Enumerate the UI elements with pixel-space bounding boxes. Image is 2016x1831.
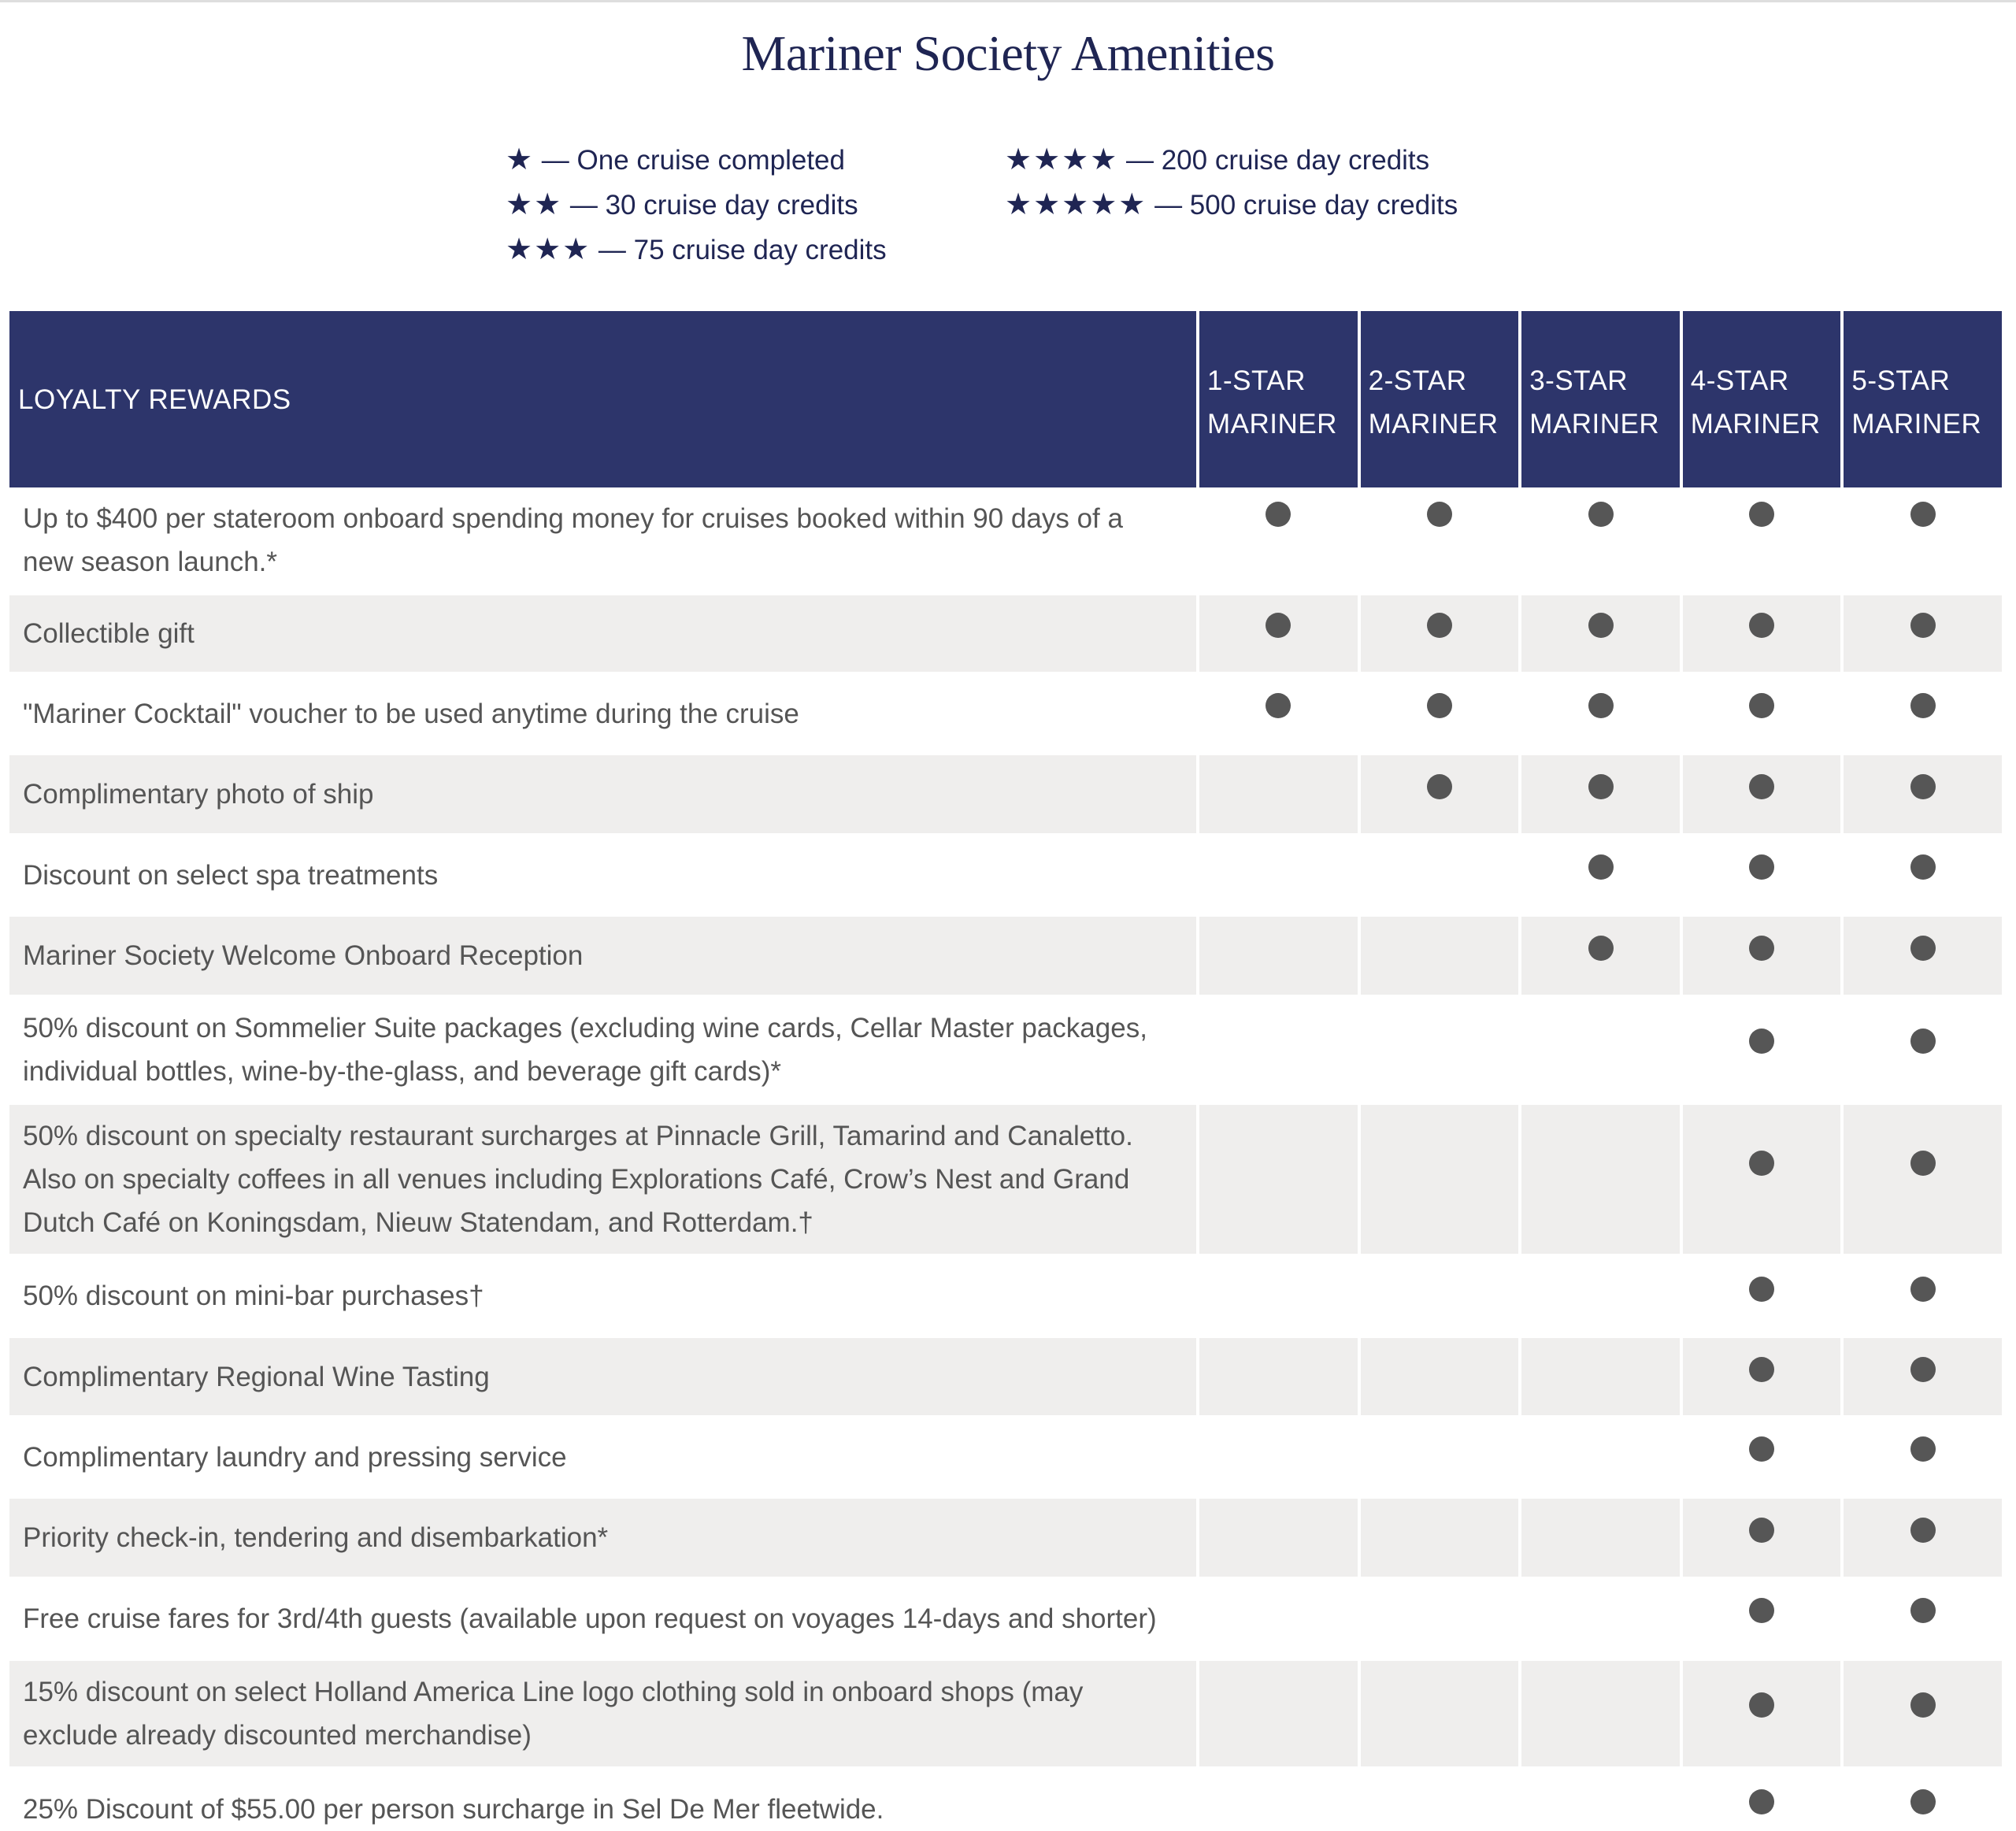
star-icon: ★★★★★ [1005, 188, 1147, 221]
tier-4-cell [1680, 595, 1841, 674]
included-dot-icon [1910, 1029, 1936, 1054]
included-dot-icon [1910, 1598, 1936, 1623]
header-loyalty-rewards: LOYALTY REWARDS [9, 311, 1196, 487]
tier-2-cell [1358, 1769, 1519, 1831]
tier-1-cell [1196, 1499, 1358, 1579]
legend-item [1005, 183, 1458, 228]
tier-4-cell [1680, 674, 1841, 755]
included-dot-icon [1910, 1692, 1936, 1718]
tier-1-cell [1196, 674, 1358, 755]
tier-2-cell [1358, 836, 1519, 917]
tier-3-cell [1518, 487, 1680, 595]
tier-4-cell [1680, 1256, 1841, 1338]
tier-1-cell [1196, 1105, 1358, 1256]
table-row [9, 997, 2002, 1105]
tier-5-cell [1840, 595, 2002, 674]
tier-5-cell [1840, 674, 2002, 755]
tier-3-cell [1518, 997, 1680, 1105]
legend-label: — 500 cruise day credits [1147, 190, 1458, 221]
tier-5-cell [1840, 917, 2002, 997]
tier-2-cell [1358, 1256, 1519, 1338]
reward-description: "Mariner Cocktail" voucher to be used anytime during the cruise [9, 674, 1196, 755]
tier-3-cell [1518, 1579, 1680, 1661]
included-dot-icon [1749, 1029, 1774, 1054]
table-row [9, 1769, 2002, 1831]
tier-4-cell [1680, 1661, 1841, 1769]
legend-item [506, 138, 887, 183]
reward-description: Priority check-in, tendering and disembarkation* [9, 1499, 1196, 1579]
included-dot-icon [1427, 693, 1452, 718]
tier-1-cell [1196, 917, 1358, 997]
tier-4-cell [1680, 1418, 1841, 1499]
legend-left [506, 138, 887, 272]
reward-description: 15% discount on select Holland America Line logo clothing sold in onboard shops (may exclude already discounted merchandise) [9, 1661, 1196, 1769]
table-header-row [9, 311, 2002, 487]
tier-2-cell [1358, 755, 1519, 836]
star-icon: ★ [506, 143, 535, 176]
included-dot-icon [1749, 1789, 1774, 1814]
table-row [9, 487, 2002, 595]
tier-3-cell [1518, 674, 1680, 755]
reward-description: Up to $400 per stateroom onboard spending money for cruises booked within 90 days of a new season launch.* [9, 487, 1196, 595]
header-tier-4: 4-STAR MARINER [1680, 311, 1841, 487]
header-tier-5: 5-STAR MARINER [1840, 311, 2002, 487]
reward-description: Discount on select spa treatments [9, 836, 1196, 917]
tier-3-cell [1518, 1418, 1680, 1499]
tier-4-cell [1680, 836, 1841, 917]
tier-5-cell [1840, 1769, 2002, 1831]
table-row [9, 1499, 2002, 1579]
reward-description: Complimentary photo of ship [9, 755, 1196, 836]
tier-3-cell [1518, 1338, 1680, 1418]
included-dot-icon [1749, 1692, 1774, 1718]
tier-4-cell [1680, 1499, 1841, 1579]
tier-1-cell [1196, 595, 1358, 674]
reward-description: Free cruise fares for 3rd/4th guests (available upon request on voyages 14-days and shorter) [9, 1579, 1196, 1661]
tier-4-cell [1680, 755, 1841, 836]
included-dot-icon [1749, 1518, 1774, 1543]
legend-item [506, 228, 887, 272]
table-row [9, 1338, 2002, 1418]
tier-1-cell [1196, 1338, 1358, 1418]
included-dot-icon [1427, 502, 1452, 527]
legend-label: — One cruise completed [534, 145, 845, 176]
reward-description: Complimentary laundry and pressing service [9, 1418, 1196, 1499]
tier-5-cell [1840, 1499, 2002, 1579]
tier-3-cell [1518, 595, 1680, 674]
tier-5-cell [1840, 1105, 2002, 1256]
header-tier-3: 3-STAR MARINER [1518, 311, 1680, 487]
included-dot-icon [1749, 854, 1774, 880]
star-icon: ★★★ [506, 233, 591, 266]
tier-2-cell [1358, 917, 1519, 997]
included-dot-icon [1910, 1151, 1936, 1176]
tier-5-cell [1840, 1418, 2002, 1499]
reward-description: Complimentary Regional Wine Tasting [9, 1338, 1196, 1418]
tier-5-cell [1840, 997, 2002, 1105]
included-dot-icon [1588, 502, 1614, 527]
tier-5-cell [1840, 1579, 2002, 1661]
included-dot-icon [1266, 613, 1291, 638]
tier-4-cell [1680, 1105, 1841, 1256]
included-dot-icon [1588, 936, 1614, 961]
tier-5-cell [1840, 1338, 2002, 1418]
tier-2-cell [1358, 1338, 1519, 1418]
tier-5-cell [1840, 1661, 2002, 1769]
header-tier-2: 2-STAR MARINER [1358, 311, 1519, 487]
included-dot-icon [1427, 613, 1452, 638]
included-dot-icon [1749, 1277, 1774, 1302]
tier-3-cell [1518, 1769, 1680, 1831]
legend-label: — 75 cruise day credits [591, 235, 887, 265]
tier-2-cell [1358, 1105, 1519, 1256]
reward-description: 50% discount on Sommelier Suite packages (excluding wine cards, Cellar Master packages, individual bottles, wine-by-the-glass, and beverage gift cards)* [9, 997, 1196, 1105]
tier-1-cell [1196, 1256, 1358, 1338]
tier-4-cell [1680, 487, 1841, 595]
tier-2-cell [1358, 1579, 1519, 1661]
table-row [9, 674, 2002, 755]
tier-1-cell [1196, 836, 1358, 917]
included-dot-icon [1910, 1277, 1936, 1302]
tier-5-cell [1840, 1256, 2002, 1338]
tier-4-cell [1680, 1769, 1841, 1831]
included-dot-icon [1266, 693, 1291, 718]
tier-5-cell [1840, 836, 2002, 917]
tier-4-cell [1680, 1338, 1841, 1418]
legend-item [1005, 138, 1458, 183]
reward-description: 25% Discount of $55.00 per person surcharge in Sel De Mer fleetwide. [9, 1769, 1196, 1831]
legend-label: — 200 cruise day credits [1118, 145, 1430, 176]
rewards-table [9, 311, 2002, 1831]
tier-3-cell [1518, 1105, 1680, 1256]
included-dot-icon [1749, 693, 1774, 718]
tier-3-cell [1518, 1661, 1680, 1769]
included-dot-icon [1588, 854, 1614, 880]
tier-1-cell [1196, 755, 1358, 836]
included-dot-icon [1910, 613, 1936, 638]
included-dot-icon [1588, 693, 1614, 718]
legend-item [506, 183, 887, 228]
tier-3-cell [1518, 917, 1680, 997]
table-row [9, 917, 2002, 997]
included-dot-icon [1749, 502, 1774, 527]
included-dot-icon [1266, 502, 1291, 527]
reward-description: 50% discount on specialty restaurant surcharges at Pinnacle Grill, Tamarind and Canaletto. Also on specialty coffees in all venues including Explorations Café, Crow’s Nest and Grand Dutch Café on Koningsdam, Nieuw Statendam, and Rotterdam.† [9, 1105, 1196, 1256]
table-row [9, 755, 2002, 836]
included-dot-icon [1749, 1357, 1774, 1382]
included-dot-icon [1910, 774, 1936, 799]
tier-1-cell [1196, 997, 1358, 1105]
tier-1-cell [1196, 1418, 1358, 1499]
included-dot-icon [1910, 693, 1936, 718]
included-dot-icon [1910, 1357, 1936, 1382]
page-title: Mariner Society Amenities [741, 25, 1275, 81]
included-dot-icon [1910, 502, 1936, 527]
included-dot-icon [1910, 1436, 1936, 1462]
tier-2-cell [1358, 487, 1519, 595]
included-dot-icon [1749, 613, 1774, 638]
tier-4-cell [1680, 917, 1841, 997]
tier-3-cell [1518, 1256, 1680, 1338]
table-row [9, 836, 2002, 917]
tier-3-cell [1518, 836, 1680, 917]
star-icon: ★★ [506, 188, 563, 221]
included-dot-icon [1910, 854, 1936, 880]
reward-description: 50% discount on mini-bar purchases† [9, 1256, 1196, 1338]
legend-right [1005, 138, 1458, 228]
header-tier-1: 1-STAR MARINER [1196, 311, 1358, 487]
table-row [9, 1579, 2002, 1661]
tier-1-cell [1196, 1579, 1358, 1661]
tier-5-cell [1840, 755, 2002, 836]
included-dot-icon [1749, 1598, 1774, 1623]
tier-3-cell [1518, 755, 1680, 836]
included-dot-icon [1910, 1518, 1936, 1543]
tier-2-cell [1358, 674, 1519, 755]
tier-2-cell [1358, 1418, 1519, 1499]
included-dot-icon [1749, 1436, 1774, 1462]
included-dot-icon [1749, 936, 1774, 961]
tier-2-cell [1358, 997, 1519, 1105]
included-dot-icon [1910, 1789, 1936, 1814]
table-row [9, 1105, 2002, 1256]
star-icon: ★★★★ [1005, 143, 1119, 176]
reward-description: Mariner Society Welcome Onboard Reception [9, 917, 1196, 997]
included-dot-icon [1588, 613, 1614, 638]
table-row [9, 595, 2002, 674]
reward-description: Collectible gift [9, 595, 1196, 674]
tier-1-cell [1196, 487, 1358, 595]
included-dot-icon [1588, 774, 1614, 799]
tier-2-cell [1358, 1499, 1519, 1579]
tier-2-cell [1358, 595, 1519, 674]
included-dot-icon [1749, 1151, 1774, 1176]
included-dot-icon [1910, 936, 1936, 961]
tier-3-cell [1518, 1499, 1680, 1579]
legend-label: — 30 cruise day credits [562, 190, 858, 221]
tier-1-cell [1196, 1661, 1358, 1769]
table-row [9, 1256, 2002, 1338]
tier-4-cell [1680, 1579, 1841, 1661]
table-row [9, 1418, 2002, 1499]
tier-4-cell [1680, 997, 1841, 1105]
tier-5-cell [1840, 487, 2002, 595]
included-dot-icon [1427, 774, 1452, 799]
tier-1-cell [1196, 1769, 1358, 1831]
included-dot-icon [1749, 774, 1774, 799]
tier-2-cell [1358, 1661, 1519, 1769]
table-body [9, 487, 2002, 1831]
table-row [9, 1661, 2002, 1769]
